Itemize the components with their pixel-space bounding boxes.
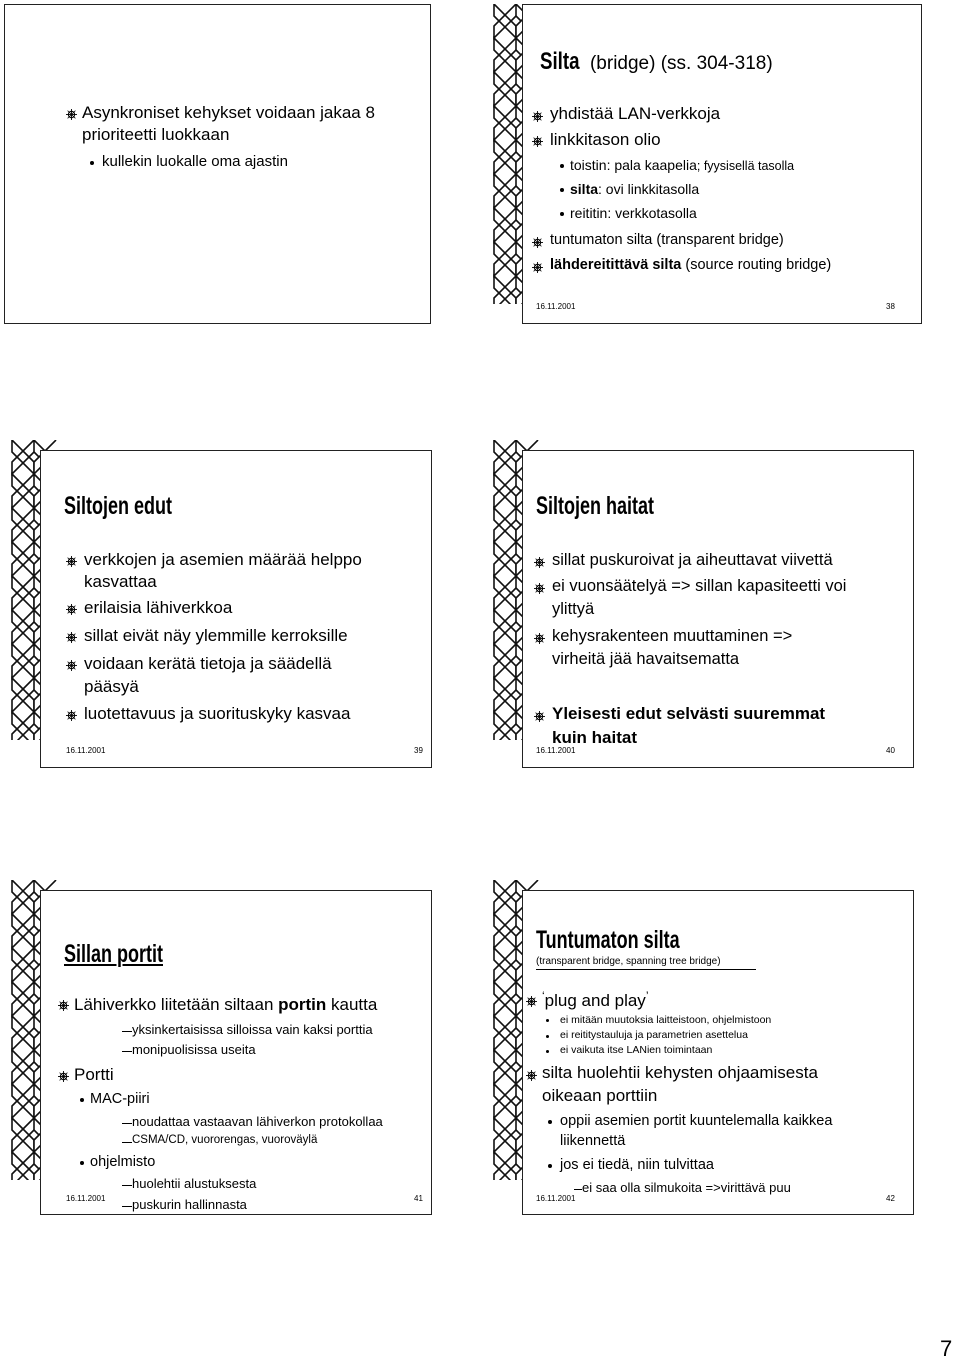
slide-number: 39 (414, 746, 423, 755)
bullet-icon (58, 1071, 69, 1082)
bullet-text: voidaan kerätä tietoja ja säädellä (84, 654, 332, 673)
slide-date: 16.11.2001 (536, 746, 576, 755)
bullet-text: silta huolehtii kehysten ohjaamisesta (542, 1063, 818, 1082)
bullet-text-bold: kuin haitat (552, 728, 638, 747)
slide-date: 16.11.2001 (66, 1194, 106, 1203)
sub-text: puskurin hallinnasta (132, 1197, 247, 1212)
bullet-text: sillat eivät näy ylemmille kerroksille (84, 626, 348, 645)
sub-bullet-text: ei mitään muutoksia laitteistoon, ohjelmistoon (560, 1014, 772, 1026)
slide-number: 41 (414, 1194, 423, 1203)
sub-text: noudattaa vastaavan lähiverkon protokollaa (132, 1114, 383, 1129)
bullet-text: Asynkroniset kehykset voidaan jakaa 8 (82, 103, 375, 122)
text-run: pala kaapelia (614, 157, 697, 173)
bullet-text: prioriteetti luokkaan (82, 125, 230, 144)
bullet-text: luotettavuus ja suorituskyky kasvaa (84, 704, 351, 723)
text-run: kautta (326, 995, 378, 1014)
bullet-icon (66, 604, 77, 615)
bullet-text: pääsyä (84, 677, 139, 696)
sub-text: CSMA/CD, vuororengas, vuoroväylä (132, 1134, 318, 1146)
sub-dash (122, 1142, 132, 1143)
sub-bullet-text: oppii asemien portit kuuntelemalla kaikkea (560, 1113, 833, 1129)
sub-dash (122, 1206, 132, 1207)
sub-bullet-dot (546, 1050, 549, 1053)
bullet-icon (66, 660, 77, 671)
bullet-icon (66, 556, 77, 567)
bullet-icon (66, 632, 77, 643)
sub-dash (122, 1123, 132, 1124)
sub-dash (122, 1031, 132, 1032)
bullet-text: verkkojen ja asemien määrää helppo (84, 550, 362, 569)
sub-dash (122, 1185, 132, 1186)
bullet-icon (534, 633, 545, 644)
bullet-text (550, 257, 831, 273)
quote-mark: ’ (645, 989, 649, 1003)
bullet-text: ei vuonsäätelyä => sillan kapasiteetti voi (552, 577, 847, 595)
slide-title: Siltojen edut (64, 492, 172, 520)
sub-bullet-dot (80, 1098, 84, 1102)
sub-bullet-dot (548, 1164, 552, 1168)
sub-text: monipuolisissa useita (132, 1042, 256, 1057)
slide-title: Sillan portit (64, 940, 163, 968)
sub-bullet-text: kullekin luokalle oma ajastin (102, 153, 288, 170)
slide-title: Tuntumaton silta (536, 926, 680, 954)
slide-number: 38 (886, 302, 895, 311)
slide-40 (486, 440, 909, 760)
text-run: : (598, 181, 606, 197)
sub-bullet-text: liikennettä (560, 1133, 626, 1149)
bullet-icon (66, 710, 77, 721)
sub-bullet-text: ei vaikuta itse LANien toimintaan (560, 1044, 713, 1056)
sub-bullet-dot (90, 161, 94, 165)
text-run-bold: silta (570, 181, 599, 197)
bullet-icon (526, 996, 537, 1007)
text-run: (source routing bridge) (681, 257, 832, 273)
title-bold: Silta (540, 48, 580, 75)
bullet-text: kehysrakenteen muuttaminen => (552, 627, 793, 645)
sub-bullet-dot (560, 164, 564, 168)
bullet-icon (534, 557, 545, 568)
slide-37 (4, 4, 427, 324)
sub-text: huolehtii alustuksesta (132, 1176, 257, 1191)
text-run: linkkitasolla (623, 181, 700, 197)
bullet-text (74, 995, 377, 1015)
sub-bullet-text: MAC-piiri (90, 1091, 150, 1107)
bullet-icon (66, 109, 77, 120)
text-run: Lähiverkko liitetään siltaan (74, 995, 279, 1014)
bullet-text (542, 989, 648, 1011)
bullet-text: erilaisia lähiverkkoa (84, 598, 233, 617)
text-run: plug and play (544, 991, 646, 1010)
sub-bullet-text: jos ei tiedä, niin tulvittaa (560, 1157, 714, 1173)
sub-bullet-dot (560, 188, 564, 192)
page-number: 7 (940, 1336, 953, 1361)
title-rest: (bridge) (ss. 304-318) (584, 53, 773, 74)
bullet-text: Portti (74, 1065, 114, 1084)
slide-title (540, 48, 773, 76)
bullet-icon (532, 111, 543, 122)
bullet-icon (532, 136, 543, 147)
bullet-icon (534, 711, 545, 722)
sub-text: ei saa olla silmukoita =>virittävä puu (582, 1180, 791, 1195)
text-run-bold: portin (278, 995, 327, 1014)
slide-title: Siltojen haitat (536, 492, 655, 520)
bullet-text: virheitä jää havaitsematta (552, 650, 740, 668)
slide-number: 42 (886, 1194, 895, 1203)
bullet-text: yhdistää LAN-verkkoja (550, 104, 721, 123)
sub-bullet-dot (546, 1035, 549, 1038)
bullet-icon (534, 583, 545, 594)
bullet-text: kasvattaa (84, 572, 157, 591)
text-run: ; fyysisellä tasolla (696, 159, 795, 173)
slide-date: 16.11.2001 (536, 302, 576, 311)
slide-date: 16.11.2001 (66, 746, 106, 755)
bullet-icon (58, 1000, 69, 1011)
sub-bullet-text (570, 181, 699, 197)
bullet-text: tuntumaton silta (transparent bridge) (550, 232, 784, 248)
bullet-icon (532, 262, 543, 273)
bullet-text: linkkitason olio (550, 130, 661, 149)
slide-39 (4, 440, 427, 760)
bullet-text-bold: Yleisesti edut selvästi suuremmat (552, 704, 826, 723)
sub-bullet-dot (80, 1161, 84, 1165)
sub-bullet-text (570, 157, 794, 173)
slide-38 (486, 4, 909, 324)
sub-bullet-text: ei reititystauluja ja parametrien asettelua (560, 1029, 748, 1041)
bullet-icon (526, 1070, 537, 1081)
bullet-text: sillat puskuroivat ja aiheuttavat viivettä (552, 551, 833, 569)
slide-date: 16.11.2001 (536, 1194, 576, 1203)
sub-bullet-text: ohjelmisto (90, 1154, 156, 1170)
title-rule (536, 969, 756, 970)
bullet-text: ylittyä (552, 600, 595, 618)
slide-subtitle: (transparent bridge, spanning tree bridge) (536, 956, 721, 967)
sub-dash (122, 1051, 132, 1052)
sub-bullet-text: reititin: verkkotasolla (570, 205, 697, 221)
sub-dash (574, 1189, 582, 1190)
sub-text: yksinkertaisissa silloissa vain kaksi porttia (132, 1022, 373, 1037)
sub-bullet-dot (548, 1120, 552, 1124)
slide-41 (4, 880, 427, 1212)
text-run: toistin: (570, 157, 615, 173)
slide-number: 40 (886, 746, 895, 755)
sub-bullet-dot (560, 212, 564, 216)
text-run-bold: lähdereitittävä silta (550, 257, 682, 273)
text-run: ovi (605, 181, 624, 197)
bullet-icon (532, 237, 543, 248)
bullet-text: oikeaan porttiin (542, 1086, 658, 1105)
quote-mark: ‘ (542, 989, 545, 1003)
sub-bullet-dot (546, 1019, 549, 1022)
slide-42 (486, 880, 909, 1203)
